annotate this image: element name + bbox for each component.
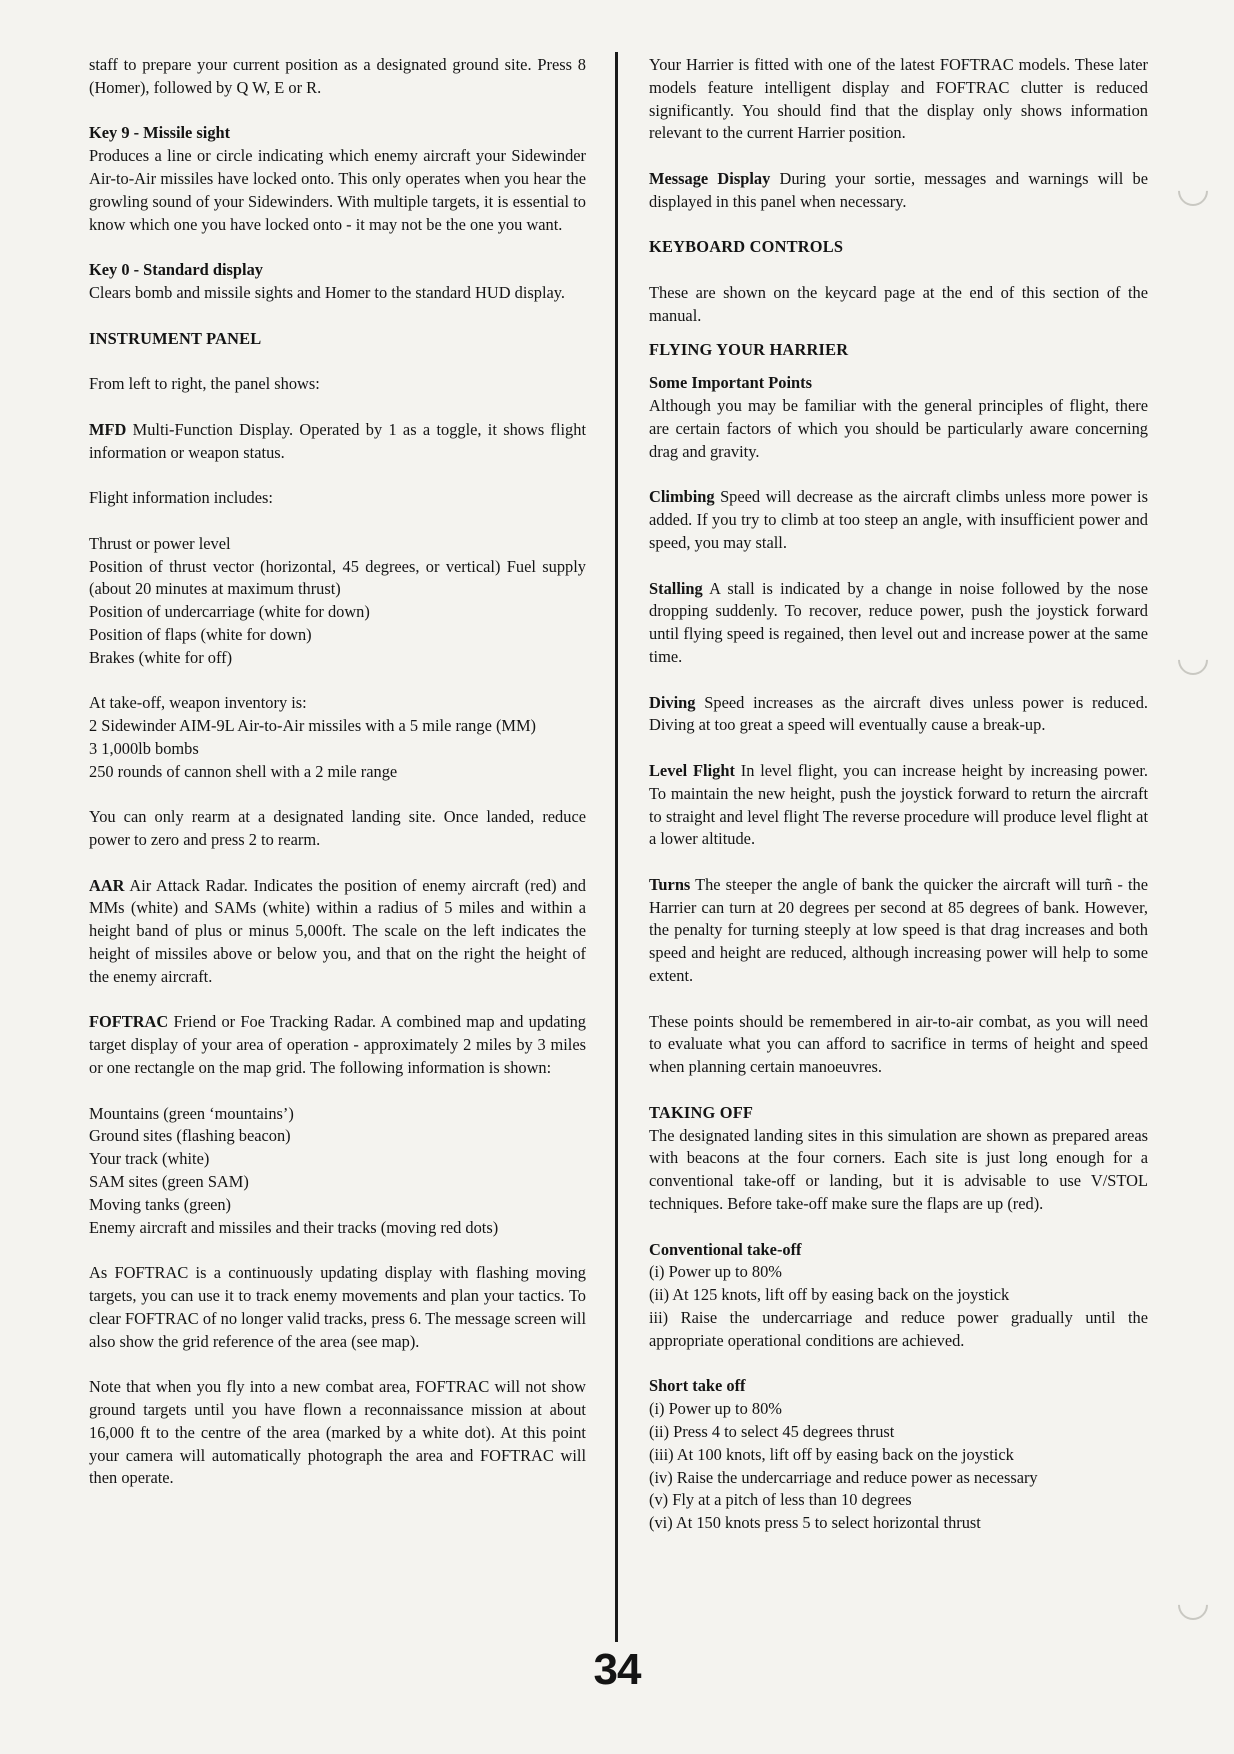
weapons-list xyxy=(89,692,586,783)
binder-hole-mark xyxy=(1172,1584,1214,1626)
points-paragraph: These points should be remembered in air-to-air combat, as you will need to evaluate what you can afford to sacrifice in terms of height and speed when planning certain manoeuvres. xyxy=(649,1011,1148,1077)
list-item: Position of undercarriage (white for down) xyxy=(89,602,370,622)
list-item: (v) Fly at a pitch of less than 10 degrees xyxy=(649,1490,912,1510)
climbing-text: Speed will decrease as the aircraft climbs unless more power is added. If you try to climb at too steep an angle, with insufficient power and speed, you may stall. xyxy=(649,487,1148,552)
diving-paragraph xyxy=(649,692,1148,738)
foftrac-paragraph xyxy=(89,1011,586,1079)
key0-title: Key 0 - Standard display xyxy=(89,260,263,280)
list-item: (iv) Raise the undercarriage and reduce power as necessary xyxy=(649,1467,1038,1487)
list-item: 3 1,000lb bombs xyxy=(89,738,199,758)
conventional-takeoff-section xyxy=(649,1239,1148,1353)
message-display-text: During your sortie, messages and warnings will be displayed in this panel when necessary. xyxy=(649,168,1148,211)
important-points-section xyxy=(649,372,1148,463)
list-item: (ii) Press 4 to select 45 degrees thrust xyxy=(649,1422,895,1442)
diving-text: Speed increases as the aircraft dives unless power is reduced. Diving at too great a speed will eventually cause a break-up. xyxy=(649,692,1148,735)
list-item: (i) Power up to 80% xyxy=(649,1262,782,1282)
keyboard-controls-text: These are shown on the keycard page at the end of this section of the manual. xyxy=(649,282,1148,325)
message-display-term: Message Display xyxy=(649,168,771,188)
instrument-panel-heading: INSTRUMENT PANEL xyxy=(89,328,262,348)
aar-term: AAR xyxy=(89,875,125,895)
column-divider xyxy=(615,52,618,1642)
list-item: (vi) At 150 knots press 5 to select horizontal thrust xyxy=(649,1513,981,1533)
list-item: Moving tanks (green) xyxy=(89,1194,232,1214)
foftrac-term: FOFTRAC xyxy=(89,1012,169,1032)
important-points-title: Some Important Points xyxy=(649,373,812,393)
flight-info-list xyxy=(89,533,586,670)
weapons-intro: At take-off, weapon inventory is: xyxy=(89,693,307,713)
key9-title: Key 9 - Missile sight xyxy=(89,123,231,143)
taking-off-section xyxy=(649,1102,1148,1216)
turns-text: The steeper the angle of bank the quicker the aircraft will turñ - the Harrier can turn at 20 degrees per second at 85 degrees of bank. However, the penalty for turning steeply at low speed is that drag increases and both speed and height are reduced, although increasing power will help to some extent. xyxy=(649,874,1148,986)
keyboard-controls-heading: KEYBOARD CONTROLS xyxy=(649,237,844,257)
stalling-term: Stalling xyxy=(649,578,703,598)
intro-paragraph: staff to prepare your current position as a designated ground site. Press 8 (Homer), followed by Q W, E or R. xyxy=(89,55,586,97)
foftrac-note-paragraph: Note that when you fly into a new combat area, FOFTRAC will not show ground targets until you have flown a reconnaissance mission at about 16,000 ft to the centre of the area (marked by a white dot). At this point your camera will automatically photograph the area and FOFTRAC will then operate. xyxy=(89,1377,586,1488)
list-item: Position of thrust vector (horizontal, 45 degrees, or vertical) Fuel supply (about 20 minutes at maximum thrust) xyxy=(89,556,586,599)
level-flight-text: In level flight, you can increase height by increasing power. To maintain the new height, push the joystick forward to return the aircraft to straight and level flight The reverse procedure will produce level flight at a lower altitude. xyxy=(649,760,1149,849)
harrier-foftrac-paragraph: Your Harrier is fitted with one of the latest FOFTRAC models. These later models feature intelligent display and FOFTRAC clutter is reduced significantly. You should find that the display only shows information relevant to the current Harrier position. xyxy=(649,55,1148,143)
list-item: 2 Sidewinder AIM-9L Air-to-Air missiles with a 5 mile range (MM) xyxy=(89,716,537,736)
panel-intro: From left to right, the panel shows: xyxy=(89,374,320,394)
climbing-paragraph xyxy=(649,486,1148,554)
aar-paragraph xyxy=(89,875,586,989)
climbing-term: Climbing xyxy=(649,487,715,507)
binder-hole-mark xyxy=(1172,170,1214,212)
list-item: (ii) At 125 knots, lift off by easing back on the joystick xyxy=(649,1285,1010,1305)
list-item: Brakes (white for off) xyxy=(89,647,233,667)
mfd-paragraph xyxy=(89,419,586,465)
key0-text: Clears bomb and missile sights and Homer to the standard HUD display. xyxy=(89,282,566,302)
list-item: 250 rounds of cannon shell with a 2 mile range xyxy=(89,761,398,781)
short-takeoff-title: Short take off xyxy=(649,1376,746,1396)
foftrac-update-paragraph: As FOFTRAC is a continuously updating display with flashing moving targets, you can use it to track enemy movements and plan your tactics. To clear FOFTRAC of no longer valid tracks, press 6. The message screen will also show the grid reference of the area (see map). xyxy=(89,1263,586,1351)
mfd-text: Multi-Function Display. Operated by 1 as a toggle, it shows flight information or weapon status. xyxy=(89,419,586,462)
stalling-paragraph xyxy=(649,578,1148,669)
foftrac-list xyxy=(89,1103,586,1240)
taking-off-text: The designated landing sites in this simulation are shown as prepared areas with beacons at the four corners. Each site is just long enough for a conventional take-off or landing, but it is advisable to use V/STOL techniques. Before take-off make sure the flaps are up (red). xyxy=(649,1125,1148,1214)
list-item: Your track (white) xyxy=(89,1149,210,1169)
taking-off-heading: TAKING OFF xyxy=(649,1102,754,1122)
list-item: SAM sites (green SAM) xyxy=(89,1172,249,1192)
list-item: Ground sites (flashing beacon) xyxy=(89,1126,291,1146)
left-column xyxy=(89,54,586,1490)
diving-term: Diving xyxy=(649,692,696,712)
mfd-term: MFD xyxy=(89,419,127,439)
list-item: iii) Raise the undercarriage and reduce power gradually until the appropriate operational conditions are achieved. xyxy=(649,1308,1148,1350)
list-item: Enemy aircraft and missiles and their tracks (moving red dots) xyxy=(89,1217,499,1237)
message-display-paragraph xyxy=(649,168,1148,214)
foftrac-text: Friend or Foe Tracking Radar. A combined map and updating target display of your area of operation - approximately 2 miles by 3 miles or one rectangle on the map grid. The following information is shown: xyxy=(89,1012,586,1078)
list-item: Mountains (green ‘mountains’) xyxy=(89,1103,294,1123)
important-points-text: Although you may be familiar with the general principles of flight, there are certain factors of which you should be particularly aware concerning drag and gravity. xyxy=(649,396,1148,461)
level-flight-term: Level Flight xyxy=(649,760,735,780)
list-item: Thrust or power level xyxy=(89,533,231,553)
key9-section xyxy=(89,122,586,236)
page-number: 34 xyxy=(593,1645,641,1694)
key0-section xyxy=(89,259,586,305)
flying-harrier-heading: FLYING YOUR HARRIER xyxy=(649,339,849,359)
aar-text: Air Attack Radar. Indicates the position of enemy aircraft (red) and MMs (white) and SAMs (white) within a radius of 5 miles and within a height band of plus or minus 5,000ft. The scale on the left indicates the height of missiles above or below you, and that on the right the height of the enemy aircraft. xyxy=(89,875,586,986)
key9-text: Produces a line or circle indicating which enemy aircraft your Sidewinder Air-to-Air missiles have locked onto. This only operates when you hear the growling sound of your Sidewinders. With multiple targets, it is essential to know which one you have locked onto - it may not be the one you want. xyxy=(89,146,586,234)
level-flight-paragraph xyxy=(649,760,1148,851)
short-takeoff-section xyxy=(649,1375,1148,1535)
list-item: (i) Power up to 80% xyxy=(649,1399,782,1419)
flight-info-intro: Flight information includes: xyxy=(89,488,273,508)
conventional-takeoff-title: Conventional take-off xyxy=(649,1239,802,1259)
turns-paragraph xyxy=(649,874,1148,988)
right-column xyxy=(649,54,1148,1535)
list-item: Position of flaps (white for down) xyxy=(89,624,312,644)
stalling-text: A stall is indicated by a change in noise followed by the nose dropping suddenly. To recover, reduce power, push the joystick forward until flying speed is regained, then level out and increase power at the same time. xyxy=(649,578,1148,666)
turns-term: Turns xyxy=(649,874,691,894)
rearm-paragraph: You can only rearm at a designated landing site. Once landed, reduce power to zero and press 2 to rearm. xyxy=(89,807,586,850)
list-item: (iii) At 100 knots, lift off by easing back on the joystick xyxy=(649,1444,1014,1464)
binder-hole-mark xyxy=(1172,639,1214,681)
